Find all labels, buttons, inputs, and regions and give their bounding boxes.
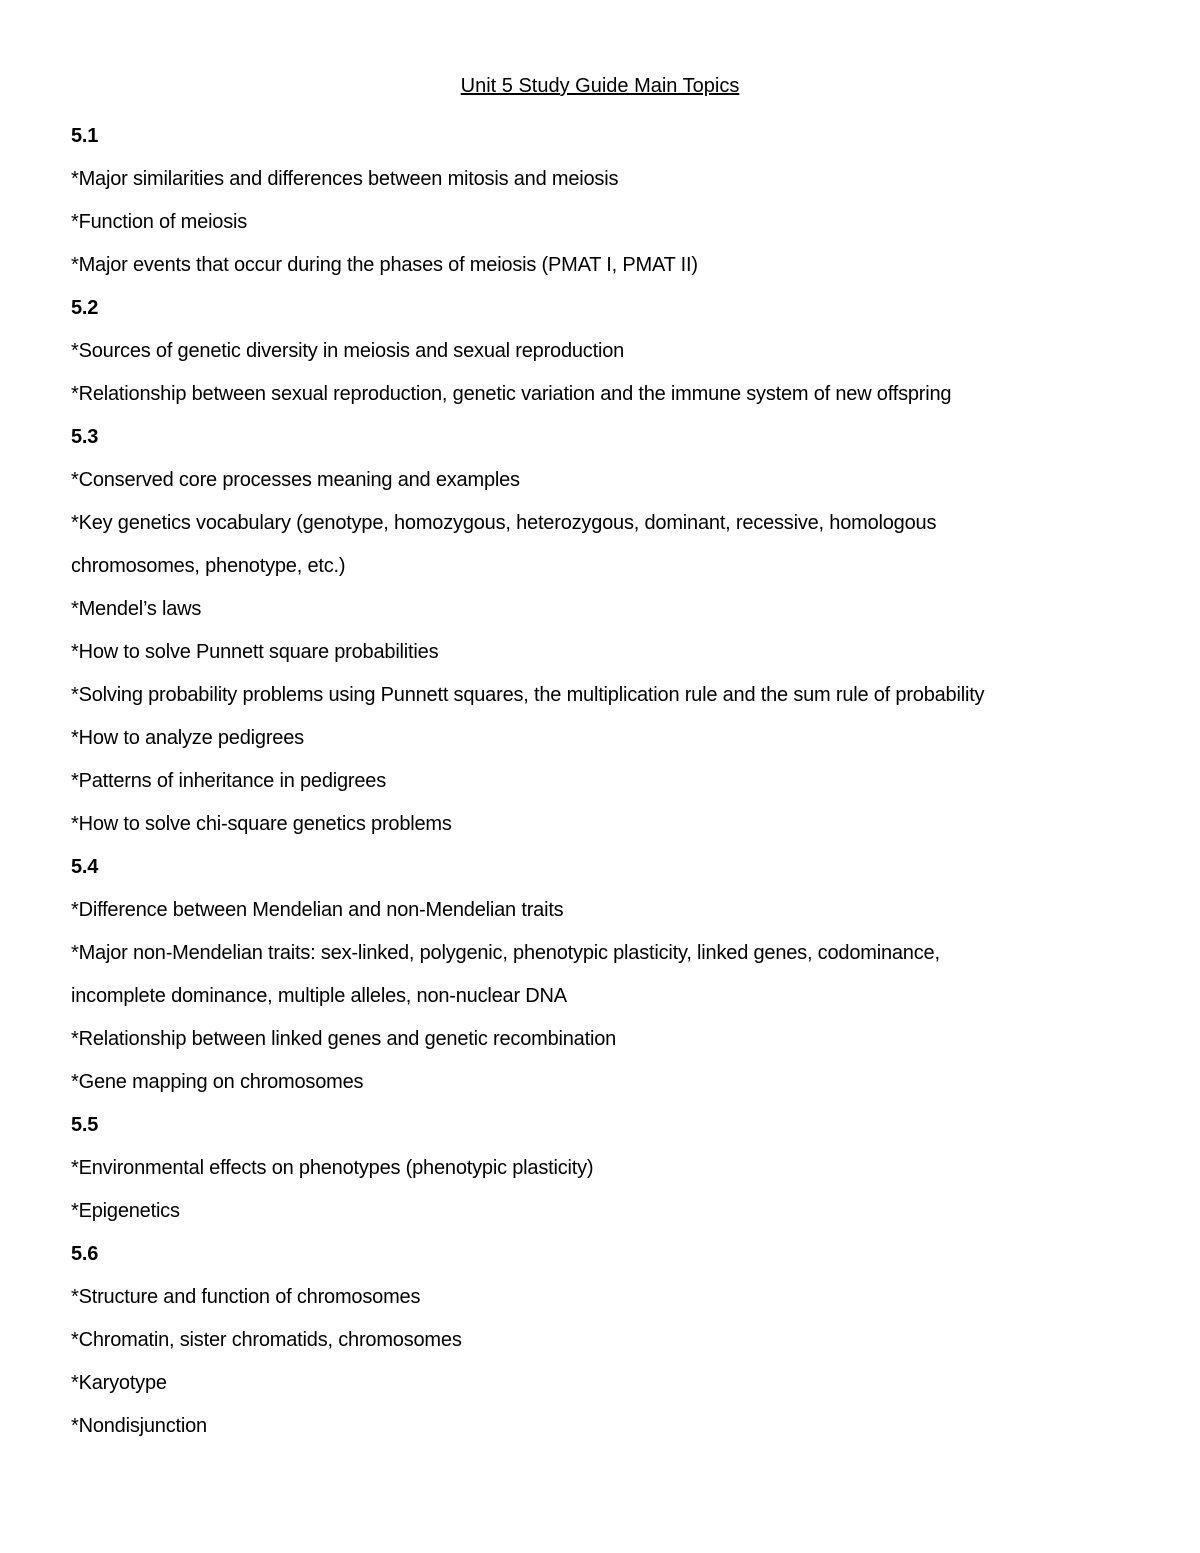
topic-line: *Patterns of inheritance in pedigrees bbox=[71, 770, 387, 792]
topic-line: *Mendel’s laws bbox=[71, 598, 202, 620]
section-heading: 5.6 bbox=[71, 1243, 99, 1265]
topic-line: *Conserved core processes meaning and examples bbox=[71, 469, 520, 491]
topic-line: *Major non-Mendelian traits: sex-linked, polygenic, phenotypic plasticity, linked genes, codominance, bbox=[71, 942, 940, 964]
topic-line: *Structure and function of chromosomes bbox=[71, 1286, 421, 1308]
page-title: Unit 5 Study Guide Main Topics bbox=[460, 75, 740, 97]
topic-line: *Chromatin, sister chromatids, chromosomes bbox=[71, 1329, 462, 1351]
topic-line: *Nondisjunction bbox=[71, 1415, 207, 1437]
topic-line: *Environmental effects on phenotypes (phenotypic plasticity) bbox=[71, 1157, 594, 1179]
topic-list bbox=[71, 115, 1151, 1448]
section-heading: 5.5 bbox=[71, 1114, 99, 1136]
topic-line: *How to solve Punnett square probabilities bbox=[71, 641, 439, 663]
section-heading: 5.3 bbox=[71, 426, 99, 448]
section-heading: 5.2 bbox=[71, 297, 99, 319]
topic-line: *Function of meiosis bbox=[71, 211, 248, 233]
topic-line: *Major similarities and differences between mitosis and meiosis bbox=[71, 168, 619, 190]
topic-line: *Sources of genetic diversity in meiosis and sexual reproduction bbox=[71, 340, 625, 362]
topic-line: *How to solve chi-square genetics problems bbox=[71, 813, 452, 835]
topic-line: *Karyotype bbox=[71, 1372, 167, 1394]
topic-line: *Gene mapping on chromosomes bbox=[71, 1071, 364, 1093]
topic-line: *Key genetics vocabulary (genotype, homozygous, heterozygous, dominant, recessive, homologous bbox=[71, 512, 937, 534]
topic-line-continuation: incomplete dominance, multiple alleles, non-nuclear DNA bbox=[71, 985, 567, 1007]
topic-line: *Relationship between linked genes and genetic recombination bbox=[71, 1028, 617, 1050]
topic-line: *Solving probability problems using Punnett squares, the multiplication rule and the sum rule of probability bbox=[71, 684, 985, 706]
section-heading: 5.4 bbox=[71, 856, 99, 878]
topic-line-continuation: chromosomes, phenotype, etc.) bbox=[71, 555, 346, 577]
topic-line: *Epigenetics bbox=[71, 1200, 180, 1222]
topic-line: *Relationship between sexual reproduction, genetic variation and the immune system of new offspring bbox=[71, 383, 952, 405]
section-heading: 5.1 bbox=[71, 125, 99, 147]
topic-line: *Major events that occur during the phases of meiosis (PMAT I, PMAT II) bbox=[71, 254, 698, 276]
topic-line: *Difference between Mendelian and non-Mendelian traits bbox=[71, 899, 564, 921]
topic-line: *How to analyze pedigrees bbox=[71, 727, 304, 749]
